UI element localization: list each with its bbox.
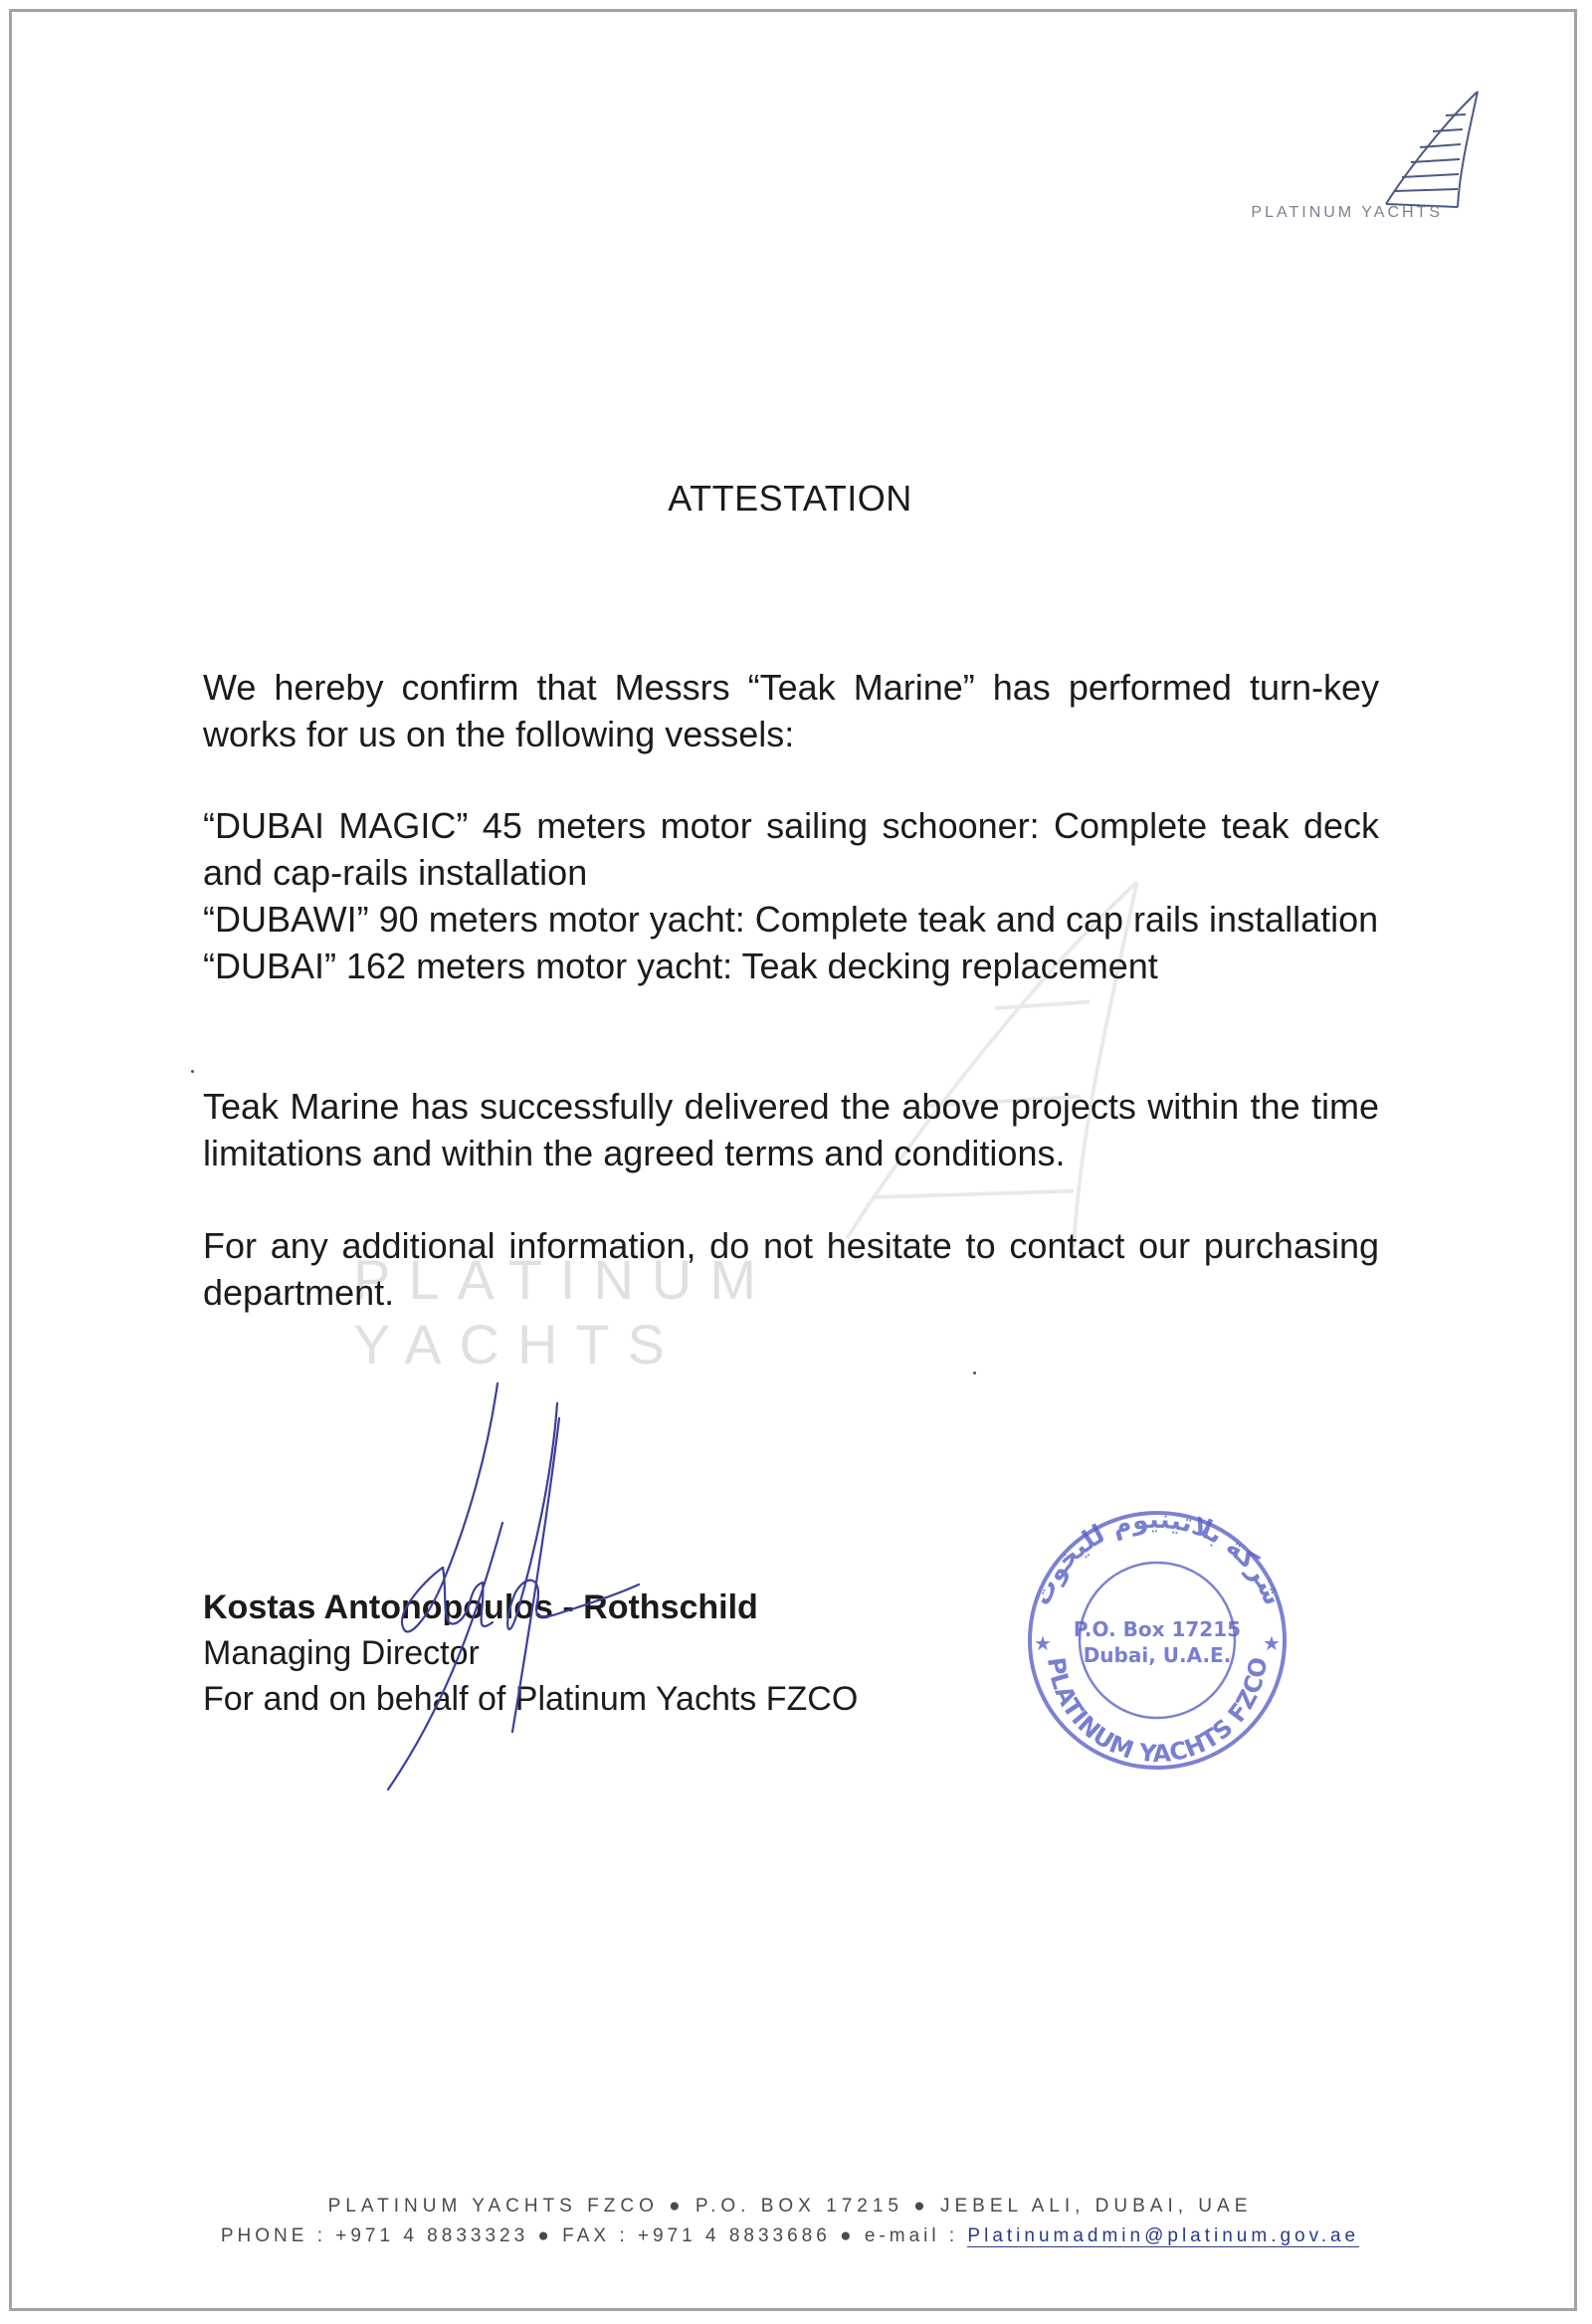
footer-address: PLATINUM YACHTS FZCO ● P.O. BOX 17215 ● JEBEL ALI, DUBAI, UAE — [327, 2196, 1253, 2217]
delivery-paragraph — [203, 1083, 1379, 1176]
scan-speck — [973, 1372, 976, 1374]
watermark-text: PLATINUM YACHTS — [353, 1248, 774, 1375]
signatory-name: Kostas Antonopoulos - Rothschild — [203, 1588, 758, 1626]
vessel-list — [203, 802, 1379, 989]
stamp-star-icon: ★ — [1034, 1631, 1052, 1655]
contact-paragraph — [203, 1222, 1379, 1316]
svg-text:شركة بلاتينيوم لليخوت — [1027, 1505, 1288, 1610]
stamp-outer-text: PLATINUM YACHTS FZCO — [1041, 1655, 1274, 1769]
stamp-arabic-text: شركة بلاتينيوم لليخوت — [1026, 1504, 1289, 1610]
sail-icon — [1378, 90, 1488, 209]
vessel-item: “DUBAWI” 90 meters motor yacht: Complete teak and cap rails installation — [203, 899, 1379, 940]
handwritten-signature — [348, 1373, 657, 1792]
footer-contact — [0, 2225, 1580, 2247]
intro-paragraph — [203, 664, 1379, 757]
stamp-city: Dubai, U.A.E. — [1083, 1643, 1232, 1667]
scan-speck — [191, 1070, 194, 1073]
company-logo-text: PLATINUM YACHTS — [1251, 204, 1443, 221]
stamp-star-icon: ★ — [1263, 1631, 1281, 1655]
company-stamp — [1003, 1503, 1311, 1772]
stamp-po-box: P.O. Box 17215 — [1073, 1617, 1242, 1641]
document-title: ATTESTATION — [668, 478, 912, 519]
signatory-on-behalf: For and on behalf of Platinum Yachts FZCO — [203, 1680, 859, 1718]
contact-text: For any additional information, do not hesitate to contact our purchasing department. — [203, 1225, 1379, 1313]
svg-text:PLATINUM YACHTS FZCO — [1042, 1655, 1273, 1768]
vessel-item: “DUBAI MAGIC” 45 meters motor sailing schooner: Complete teak deck and cap-rails installation — [203, 805, 1379, 893]
signatory-position: Managing Director — [203, 1634, 480, 1672]
footer-email-link[interactable]: Platinumadmin@platinum.gov.ae — [967, 2225, 1360, 2246]
footer-phone-fax: PHONE : +971 4 8833323 ● FAX : +971 4 8833686 ● e-mail : — [220, 2225, 968, 2246]
intro-text: We hereby confirm that Messrs “Teak Marine” has performed turn-key works for us on the following vessels: — [203, 667, 1379, 754]
delivery-text: Teak Marine has successfully delivered the above projects within the time limitations and within the agreed terms and conditions. — [203, 1086, 1379, 1173]
vessel-item: “DUBAI” 162 meters motor yacht: Teak decking replacement — [203, 946, 1158, 986]
